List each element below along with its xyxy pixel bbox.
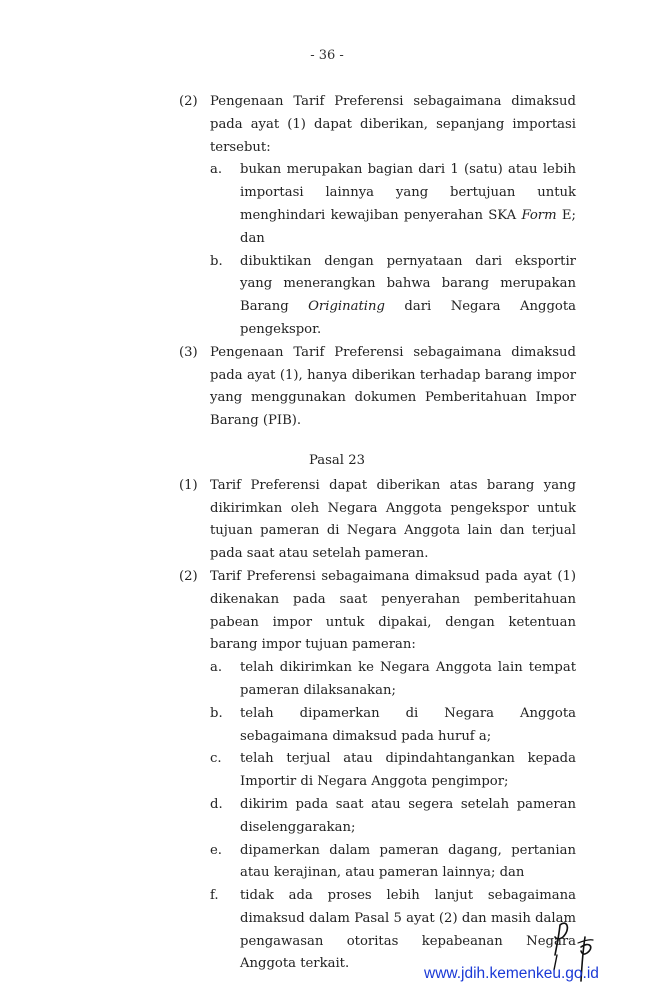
footer-url[interactable]: www.jdih.kemenkeu.go.id — [424, 965, 599, 982]
list-item-italic: Form — [521, 207, 557, 223]
paragraph-number: (2) — [179, 568, 198, 584]
paragraph-2b — [0, 566, 654, 657]
article-heading: Pasal 23 — [309, 452, 365, 468]
list-item-italic: Originating — [308, 299, 385, 315]
list-item-text-after: dari Negara Anggota pengekspor. — [240, 299, 576, 337]
paragraph-number: (3) — [179, 344, 198, 360]
list-item-text: dikirim pada saat atau segera setelah pameran diselenggarakan; — [240, 796, 576, 835]
list-item-text: bukan merupakan bagian dari 1 (satu) atau lebih importasi lainnya yang bertujuan untuk menghindari kewajiban penyerahan SKA — [240, 162, 576, 223]
list-item — [0, 794, 654, 840]
list-item — [0, 748, 654, 794]
list-item — [0, 251, 654, 342]
list-item-text: dibuktikan dengan pernyataan dari eksportir yang menerangkan bahwa barang merupakan Barang — [240, 253, 576, 315]
list-item — [0, 657, 654, 703]
document-body — [0, 91, 654, 976]
list-letter: a. — [210, 162, 223, 178]
paragraph-text: Tarif Preferensi sebagaimana dimaksud pada ayat (1) dikenakan pada saat penyerahan pemberitahuan pabean impor untuk dipakai, dengan ketentuan barang impor tujuan pameran: — [210, 568, 576, 653]
paragraph-number: (2) — [179, 94, 198, 109]
list-item-text: telah dikirimkan ke Negara Anggota lain tempat pameran dilaksanakan; — [240, 660, 576, 698]
paragraph-3 — [0, 342, 654, 433]
paragraph-2 — [0, 91, 654, 159]
list-item-text: telah terjual atau dipindahtangankan kepada Importir di Negara Anggota pengimpor; — [240, 751, 576, 790]
list-letter: a. — [210, 660, 223, 676]
list-item — [0, 159, 654, 250]
list-item — [0, 840, 654, 886]
paragraph-text: Tarif Preferensi dapat diberikan atas barang yang dikirimkan oleh Negara Anggota pengekspor untuk tujuan pameran di Negara Anggota lain dan terjual pada saat atau setelah pameran. — [210, 477, 576, 562]
list-letter: b. — [210, 705, 223, 721]
list-item-text: tidak ada proses lebih lanjut sebagaimana dimaksud dalam Pasal 5 ayat (2) dan masih dalam pengawasan otoritas kepabeanan Negara Anggota terkait. — [240, 888, 576, 972]
paragraph-number: (1) — [179, 477, 198, 493]
list-letter: b. — [210, 253, 223, 269]
list-item-text: dipamerkan dalam pameran dagang, pertanian atau kerajinan, atau pameran lainnya; dan — [240, 842, 576, 881]
page-number: - 36 - — [310, 48, 344, 63]
list-item-text: telah dipamerkan di Negara Anggota sebagaimana dimaksud pada huruf a; — [240, 705, 576, 744]
paragraph-1 — [0, 475, 654, 566]
list-letter: c. — [210, 751, 222, 767]
paragraph-text: Pengenaan Tarif Preferensi sebagaimana dimaksud pada ayat (1), hanya diberikan terhadap barang impor yang menggunakan dokumen Pemberitahuan Impor Barang (PIB). — [210, 344, 576, 429]
list-letter: d. — [210, 796, 223, 812]
list-letter: e. — [210, 842, 222, 858]
paragraph-text: Pengenaan Tarif Preferensi sebagaimana dimaksud pada ayat (1) dapat diberikan, sepanjang importasi tersebut: — [210, 94, 576, 155]
list-item — [0, 703, 654, 749]
list-item-text-after: E; dan — [240, 207, 576, 246]
list-letter: f. — [210, 888, 219, 904]
